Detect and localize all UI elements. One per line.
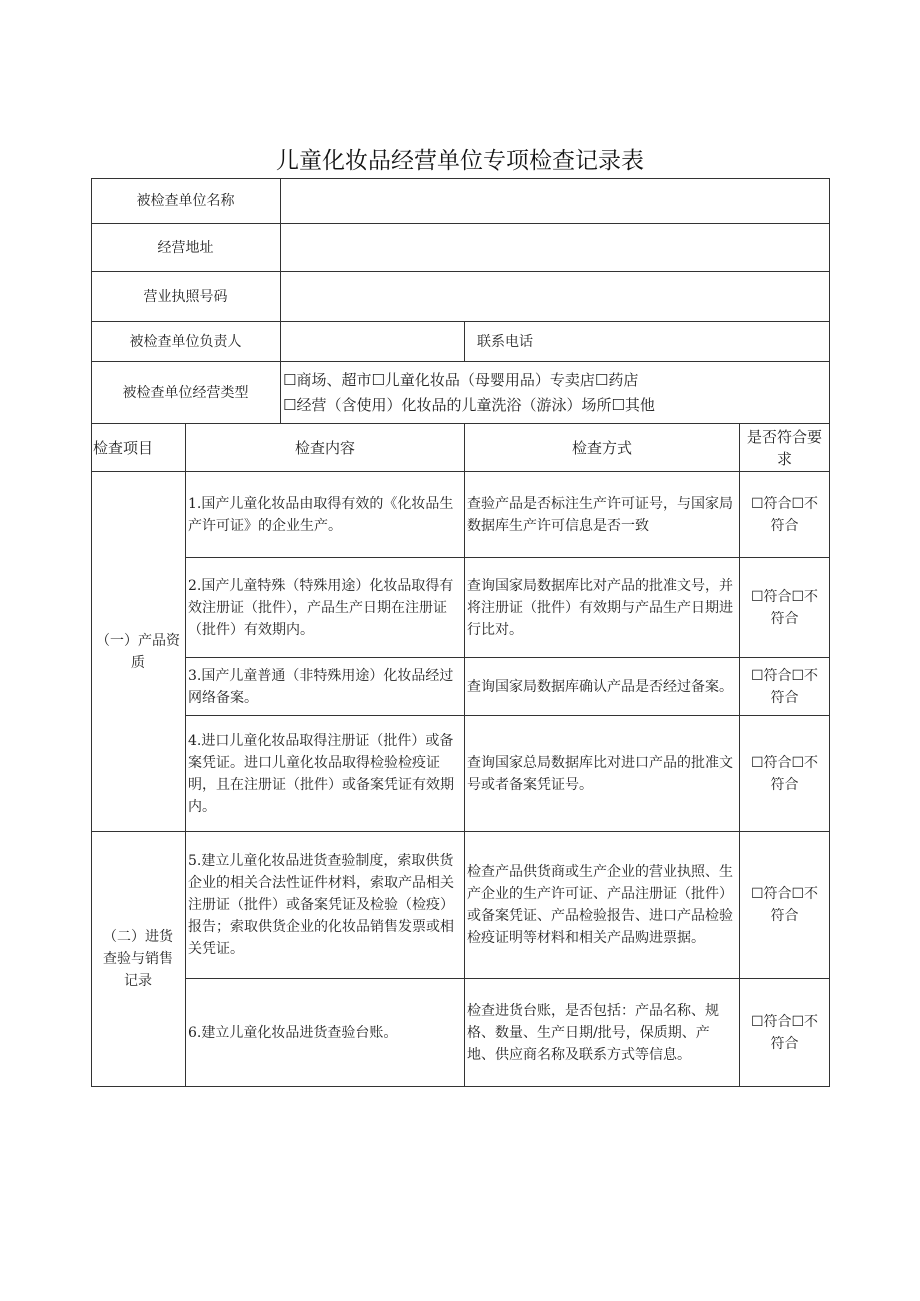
compliance-check-3[interactable]: ☐符合☐不符合 [740, 658, 830, 716]
check-method-1: 查验产品是否标注生产许可证号，与国家局数据库生产许可信息是否一致 [465, 472, 740, 558]
license-value[interactable] [281, 272, 830, 322]
address-label: 经营地址 [91, 224, 281, 272]
check-method-3: 查询国家局数据库确认产品是否经过备案。 [465, 658, 740, 716]
check-content-6: 6.建立儿童化妆品进货查验台账。 [186, 979, 465, 1087]
unit-name-value[interactable] [281, 178, 830, 224]
section-product-qualification: （一）产品资质 [91, 472, 186, 832]
type-options-line2[interactable]: ☐经营（含使用）化妆品的儿童洗浴（游泳）场所☐其他 [283, 396, 655, 414]
check-content-3: 3.国产儿童普通（非特殊用途）化妆品经过网络备案。 [186, 658, 465, 716]
phone-label: 联系电话 [465, 322, 830, 362]
person-value[interactable] [281, 322, 465, 362]
type-options-line1[interactable]: ☐商场、超市☐儿童化妆品（母婴用品）专卖店☐药店 [283, 371, 639, 389]
check-method-5: 检查产品供货商或生产企业的营业执照、生产企业的生产许可证、产品注册证（批件）或备案凭证、产品检验报告、进口产品检验检疫证明等材料和相关产品购进票据。 [465, 832, 740, 979]
compliance-check-1[interactable]: ☐符合☐不符合 [740, 472, 830, 558]
header-compliance: 是否符合要求 [740, 424, 830, 472]
check-content-4: 4.进口儿童化妆品取得注册证（批件）或备案凭证。进口儿童化妆品取得检验检疫证明，且在注册证（批件）或备案凭证有效期内。 [186, 716, 465, 832]
address-value[interactable] [281, 224, 830, 272]
check-method-2: 查询国家局数据库比对产品的批准文号，并将注册证（批件）有效期与产品生产日期进行比对。 [465, 558, 740, 658]
check-content-1: 1.国产儿童化妆品由取得有效的《化妆品生产许可证》的企业生产。 [186, 472, 465, 558]
check-content-5: 5.建立儿童化妆品进货查验制度，索取供货企业的相关合法性证件材料，索取产品相关注册证（批件）或备案凭证及检验（检疫）报告；索取供货企业的化妆品销售发票或相关凭证。 [186, 832, 465, 979]
form-title: 儿童化妆品经营单位专项检查记录表 [276, 148, 644, 174]
unit-name-label: 被检查单位名称 [91, 178, 281, 224]
license-label: 营业执照号码 [91, 272, 281, 322]
check-method-4: 查询国家总局数据库比对进口产品的批准文号或者备案凭证号。 [465, 716, 740, 832]
check-content-2: 2.国产儿童特殊（特殊用途）化妆品取得有效注册证（批件），产品生产日期在注册证（批件）有效期内。 [186, 558, 465, 658]
inspection-table [91, 178, 830, 1087]
business-type-options[interactable] [281, 362, 830, 424]
section-purchase-sales-record: （二）进货查验与销售记录 [91, 832, 186, 1087]
person-label: 被检查单位负责人 [91, 322, 281, 362]
check-method-6: 检查进货台账，是否包括：产品名称、规格、数量、生产日期/批号，保质期、产地、供应商名称及联系方式等信息。 [465, 979, 740, 1087]
header-item: 检查项目 [91, 424, 186, 472]
compliance-check-4[interactable]: ☐符合☐不符合 [740, 716, 830, 832]
type-label: 被检查单位经营类型 [91, 362, 281, 424]
header-method: 检查方式 [465, 424, 740, 472]
compliance-check-6[interactable]: ☐符合☐不符合 [740, 979, 830, 1087]
compliance-check-2[interactable]: ☐符合☐不符合 [740, 558, 830, 658]
header-content: 检查内容 [186, 424, 465, 472]
compliance-check-5[interactable]: ☐符合☐不符合 [740, 832, 830, 979]
